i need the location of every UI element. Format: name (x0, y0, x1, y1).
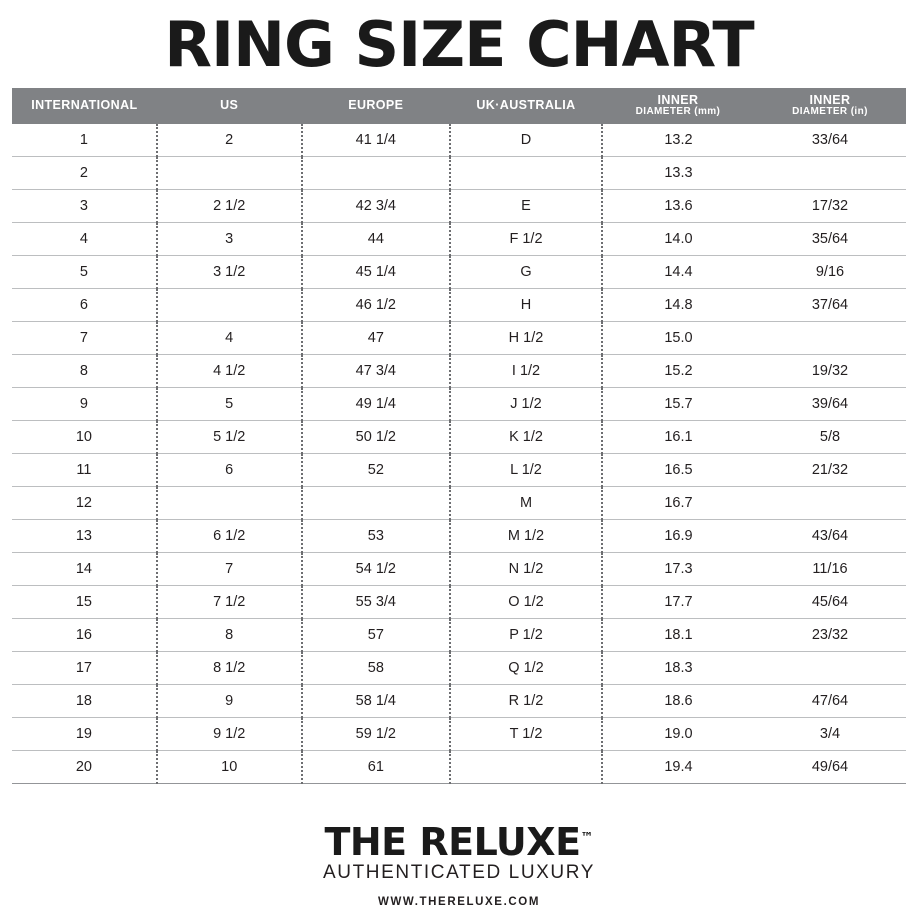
table-cell: 9 (12, 388, 157, 421)
table-cell: 61 (302, 751, 450, 784)
table-cell (450, 157, 602, 190)
table-cell: 4 (157, 322, 302, 355)
table-cell: 6 1/2 (157, 520, 302, 553)
table-cell: 5 (12, 256, 157, 289)
table-cell: 7 (157, 553, 302, 586)
table-cell: D (450, 124, 602, 157)
table-cell: 6 (157, 454, 302, 487)
table-cell: I 1/2 (450, 355, 602, 388)
table-cell: 8 (12, 355, 157, 388)
page-title: RING SIZE CHART (164, 8, 754, 81)
table-row (12, 124, 906, 157)
table-cell: K 1/2 (450, 421, 602, 454)
table-cell: R 1/2 (450, 685, 602, 718)
table-row (12, 388, 906, 421)
table-row (12, 223, 906, 256)
table-cell: 47 3/4 (302, 355, 450, 388)
table-cell: 17.3 (602, 553, 754, 586)
table-cell (157, 487, 302, 520)
table-cell: 9 (157, 685, 302, 718)
table-cell: 59 1/2 (302, 718, 450, 751)
table-cell: 11/16 (754, 553, 906, 586)
table-cell: 2 (12, 157, 157, 190)
table-cell: 16.9 (602, 520, 754, 553)
table-cell: 18.1 (602, 619, 754, 652)
table-cell: 37/64 (754, 289, 906, 322)
table-row (12, 454, 906, 487)
column-header-inner-diameter-mm: INNER DIAMETER (mm) (602, 88, 754, 124)
table-cell: 18 (12, 685, 157, 718)
brand-tagline: AUTHENTICATED LUXURY (323, 862, 595, 883)
table-cell: 53 (302, 520, 450, 553)
table-cell: H 1/2 (450, 322, 602, 355)
table-row (12, 421, 906, 454)
table-cell: 9 1/2 (157, 718, 302, 751)
table-cell: 6 (12, 289, 157, 322)
table-cell: 17.7 (602, 586, 754, 619)
table-cell: 33/64 (754, 124, 906, 157)
table-cell: 52 (302, 454, 450, 487)
table-cell: 1 (12, 124, 157, 157)
table-cell: Q 1/2 (450, 652, 602, 685)
table-cell: 12 (12, 487, 157, 520)
table-cell: 10 (157, 751, 302, 784)
table-row (12, 619, 906, 652)
table-cell: M 1/2 (450, 520, 602, 553)
table-cell: 3 1/2 (157, 256, 302, 289)
table-cell: 13.2 (602, 124, 754, 157)
table-cell: F 1/2 (450, 223, 602, 256)
table-cell: 16.1 (602, 421, 754, 454)
table-cell: P 1/2 (450, 619, 602, 652)
table-row (12, 520, 906, 553)
table-cell: 15 (12, 586, 157, 619)
table-cell: 16.7 (602, 487, 754, 520)
table-cell: 41 1/4 (302, 124, 450, 157)
table-cell (157, 289, 302, 322)
table-cell (450, 751, 602, 784)
table-cell (302, 157, 450, 190)
table-cell: T 1/2 (450, 718, 602, 751)
table-cell: 16 (12, 619, 157, 652)
table-cell: 4 1/2 (157, 355, 302, 388)
table-cell (754, 322, 906, 355)
column-header-europe: EUROPE (302, 88, 450, 124)
table-row (12, 685, 906, 718)
table-row (12, 256, 906, 289)
table-cell (157, 157, 302, 190)
table-cell: 47 (302, 322, 450, 355)
column-header-uk-australia: UK·AUSTRALIA (450, 88, 602, 124)
table-cell: 3 (12, 190, 157, 223)
table-cell: 8 1/2 (157, 652, 302, 685)
table-cell: 19.0 (602, 718, 754, 751)
table-cell: 5 (157, 388, 302, 421)
trademark-symbol: ™ (580, 830, 594, 846)
table-cell: 7 1/2 (157, 586, 302, 619)
table-header (12, 88, 906, 124)
table-cell: 18.6 (602, 685, 754, 718)
table-cell: 45/64 (754, 586, 906, 619)
table-cell: 42 3/4 (302, 190, 450, 223)
table-row (12, 190, 906, 223)
column-header-us: US (157, 88, 302, 124)
table-cell: 19/32 (754, 355, 906, 388)
table-cell: 3 (157, 223, 302, 256)
website-url: WWW.THERELUXE.COM (378, 896, 540, 908)
table-row (12, 157, 906, 190)
table-row (12, 751, 906, 784)
table-cell (754, 652, 906, 685)
brand-name (324, 820, 594, 864)
table-cell: 14.8 (602, 289, 754, 322)
table-cell: 14 (12, 553, 157, 586)
ring-size-table (12, 88, 906, 784)
table-cell: 14.0 (602, 223, 754, 256)
table-cell: 43/64 (754, 520, 906, 553)
table-cell: 10 (12, 421, 157, 454)
table-cell (754, 157, 906, 190)
table-cell: N 1/2 (450, 553, 602, 586)
table-cell: G (450, 256, 602, 289)
table-cell (302, 487, 450, 520)
column-header-international: INTERNATIONAL (12, 88, 157, 124)
table-body (12, 124, 906, 784)
table-cell: 5/8 (754, 421, 906, 454)
table-cell: 23/32 (754, 619, 906, 652)
table-cell: 7 (12, 322, 157, 355)
table-cell: 15.7 (602, 388, 754, 421)
table-cell: 39/64 (754, 388, 906, 421)
table-cell: 44 (302, 223, 450, 256)
table-cell: 17 (12, 652, 157, 685)
table-cell: 3/4 (754, 718, 906, 751)
brand-text: THE RELUXE (324, 820, 581, 864)
table-row (12, 289, 906, 322)
table-cell: M (450, 487, 602, 520)
table-cell: 20 (12, 751, 157, 784)
table-cell: 19 (12, 718, 157, 751)
table-cell: 13 (12, 520, 157, 553)
table-cell: 19.4 (602, 751, 754, 784)
table-cell: 13.6 (602, 190, 754, 223)
table-cell: 50 1/2 (302, 421, 450, 454)
table-cell: 16.5 (602, 454, 754, 487)
table-cell: 58 (302, 652, 450, 685)
table-cell: 55 3/4 (302, 586, 450, 619)
table-cell: 35/64 (754, 223, 906, 256)
column-header-inner-diameter-in: INNER DIAMETER (in) (754, 88, 906, 124)
table-cell: 5 1/2 (157, 421, 302, 454)
table-cell: E (450, 190, 602, 223)
table-cell: 57 (302, 619, 450, 652)
table-row (12, 586, 906, 619)
table-cell: 9/16 (754, 256, 906, 289)
table-cell: L 1/2 (450, 454, 602, 487)
table-cell: 11 (12, 454, 157, 487)
table-cell: 4 (12, 223, 157, 256)
table-cell: 15.0 (602, 322, 754, 355)
table-cell: 17/32 (754, 190, 906, 223)
table-cell: 15.2 (602, 355, 754, 388)
table-cell: H (450, 289, 602, 322)
table-cell (754, 487, 906, 520)
table-row (12, 487, 906, 520)
table-cell: 47/64 (754, 685, 906, 718)
table-cell: 13.3 (602, 157, 754, 190)
table-cell: 54 1/2 (302, 553, 450, 586)
table-cell: O 1/2 (450, 586, 602, 619)
table-row (12, 553, 906, 586)
table-cell: 49 1/4 (302, 388, 450, 421)
table-cell: 8 (157, 619, 302, 652)
table-cell: J 1/2 (450, 388, 602, 421)
table-header-row (12, 88, 906, 124)
table-cell: 2 1/2 (157, 190, 302, 223)
table-cell: 14.4 (602, 256, 754, 289)
table-row (12, 322, 906, 355)
table-cell: 49/64 (754, 751, 906, 784)
table-row (12, 355, 906, 388)
table-cell: 46 1/2 (302, 289, 450, 322)
table-row (12, 718, 906, 751)
table-cell: 18.3 (602, 652, 754, 685)
table-cell: 2 (157, 124, 302, 157)
table-cell: 21/32 (754, 454, 906, 487)
table-cell: 45 1/4 (302, 256, 450, 289)
table-cell: 58 1/4 (302, 685, 450, 718)
table-row (12, 652, 906, 685)
footer (12, 820, 906, 918)
